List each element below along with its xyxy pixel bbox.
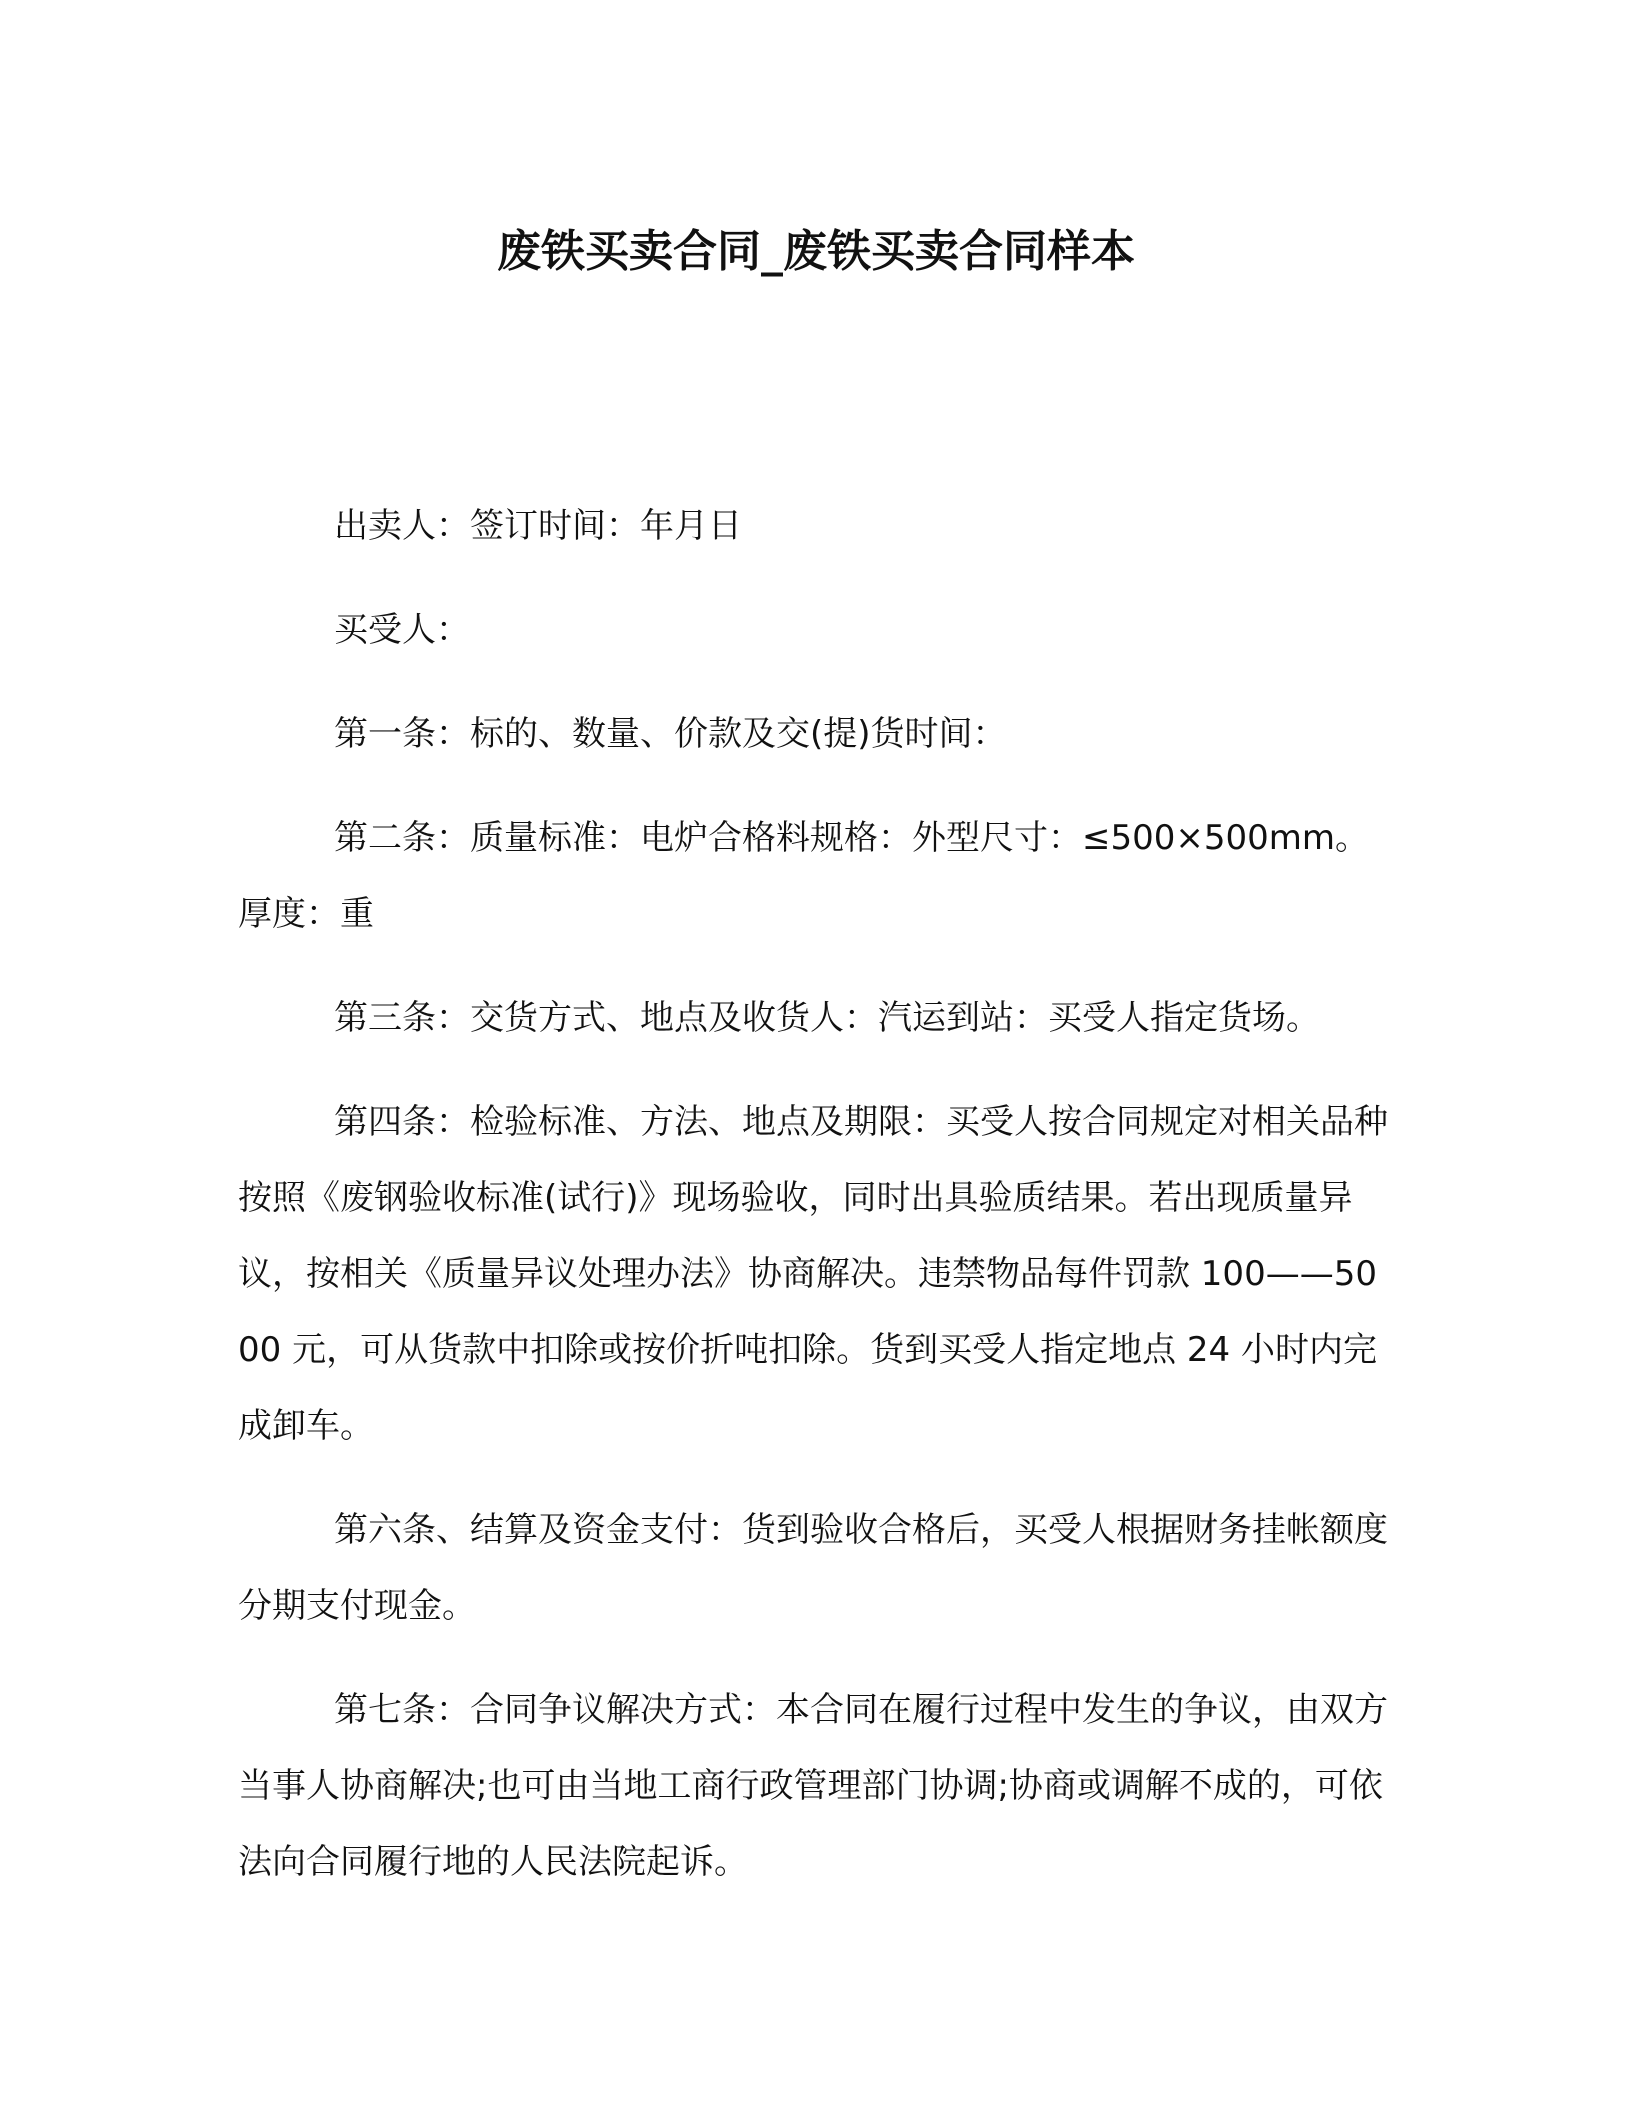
paragraph-seller: 出卖人：签订时间：年月日	[334, 506, 742, 546]
paragraph-article-6: 第六条、结算及资金支付：货到验收合格后，买受人根据财务挂帐额度分期支付现金。	[238, 1510, 1388, 1626]
paragraph-article-3: 第三条：交货方式、地点及收货人：汽运到站：买受人指定货场。	[334, 998, 1320, 1038]
document-title: 废铁买卖合同_废铁买卖合同样本	[497, 226, 1135, 277]
paragraph-buyer: 买受人：	[334, 610, 470, 650]
document-body	[238, 488, 1398, 1928]
paragraph-article-4: 第四条：检验标准、方法、地点及期限：买受人按合同规定对相关品种按照《废钢验收标准(试行)》现场验收，同时出具验质结果。若出现质量异议，按相关《质量异议处理办法》协商解决。违禁物品每件罚款 100——5000 元，可从货款中扣除或按价折吨扣除。货到买受人指定地点 24 小时内完成卸车。	[238, 1102, 1388, 1446]
paragraph-article-1: 第一条：标的、数量、价款及交(提)货时间：	[334, 714, 1007, 754]
paragraph-article-7: 第七条：合同争议解决方式：本合同在履行过程中发生的争议，由双方当事人协商解决;也可由当地工商行政管理部门协调;协商或调解不成的，可依法向合同履行地的人民法院起诉。	[238, 1690, 1388, 1882]
paragraph-article-2: 第二条：质量标准：电炉合格料规格：外型尺寸：≤500×500mm。厚度：重	[238, 818, 1370, 934]
